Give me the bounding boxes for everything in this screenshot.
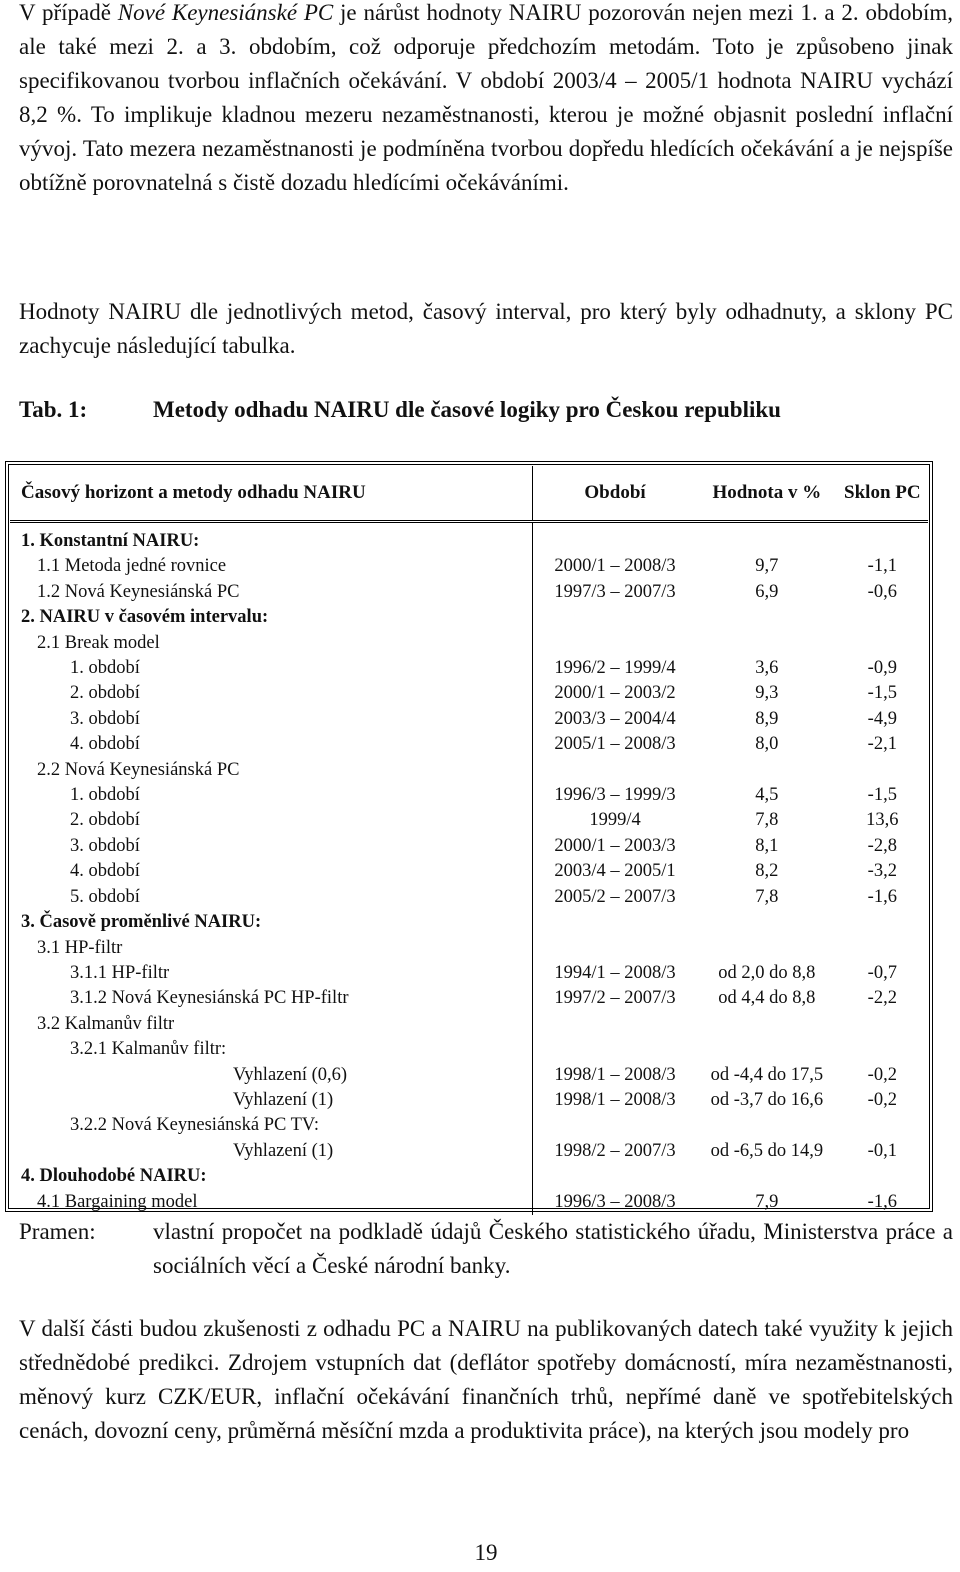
cell-period (533, 1164, 697, 1189)
paragraph-intro-italic: Nové Keynesiánské PC (117, 0, 334, 25)
table-row (10, 707, 928, 732)
cell-period (533, 522, 697, 555)
cell-slope: -0,1 (867, 1140, 897, 1161)
cell-method: 1. Konstantní NAIRU: (10, 522, 533, 555)
table-row (10, 808, 928, 833)
table-row (10, 910, 928, 935)
cell-value (697, 1113, 837, 1138)
cell-slope (837, 522, 928, 555)
header-slope: Sklon PC (844, 482, 921, 503)
cell-slope: -2,2 (867, 988, 897, 1009)
cell-method: 1.1 Metoda jedné rovnice (10, 554, 533, 579)
table-row (10, 1088, 928, 1113)
cell-value: 7,9 (755, 1191, 779, 1212)
cell-value (697, 605, 837, 630)
cell-value: 7,8 (755, 886, 779, 907)
cell-method: 3.2.2 Nová Keynesiánská PC TV: (10, 1113, 533, 1138)
paragraph-prediction: V další části budou zkušenosti z odhadu PC a NAIRU na publikovaných datech také využity k jejich střednědobé predikci. Zdrojem vstupních dat (deflátor spotřeby domácností, míra nezaměstnanosti, měnový kurz CZK/EUR, inflační očekávání finančních trhů, nepřímé daně ve spotřebitelských cenách, dovozní ceny, průměrná měsíční mzda a produktivita práce), na kterých jsou modely pro (19, 1316, 953, 1443)
table-row (10, 605, 928, 630)
table-row (10, 1037, 928, 1062)
cell-period: 2005/2 – 2007/3 (554, 886, 676, 907)
cell-value: 4,5 (755, 785, 779, 806)
table-row (10, 936, 928, 961)
nairu-methods-table (10, 466, 928, 1215)
cell-method: 2. období (10, 808, 533, 833)
cell-slope (837, 1164, 928, 1189)
cell-method: 3.1.2 Nová Keynesiánská PC HP-filtr (10, 986, 533, 1011)
cell-period: 1996/3 – 1999/3 (554, 785, 676, 806)
table-row (10, 732, 928, 757)
cell-method: 4. období (10, 732, 533, 757)
cell-value: od -6,5 do 14,9 (710, 1140, 824, 1161)
table-caption-title: Metody odhadu NAIRU dle časové logiky pro Českou republiku (153, 397, 781, 422)
table-row (10, 986, 928, 1011)
cell-slope: -1,5 (867, 683, 897, 704)
cell-value: 7,8 (755, 810, 779, 831)
cell-method: 2.2 Nová Keynesiánská PC (10, 758, 533, 783)
cell-value (697, 1164, 837, 1189)
cell-slope (837, 1012, 928, 1037)
cell-method: 2. období (10, 681, 533, 706)
source-label: Pramen: (19, 1219, 96, 1244)
table-row (10, 1012, 928, 1037)
cell-period (533, 1113, 697, 1138)
table-row (10, 554, 928, 579)
cell-value (697, 910, 837, 935)
cell-slope: -0,2 (867, 1064, 897, 1085)
cell-slope (837, 605, 928, 630)
cell-value (697, 758, 837, 783)
table-row (10, 783, 928, 808)
cell-slope: -1,1 (867, 556, 897, 577)
cell-period: 1997/2 – 2007/3 (554, 988, 676, 1009)
cell-period: 1996/2 – 1999/4 (554, 658, 676, 679)
table-row (10, 1190, 928, 1215)
cell-value: 9,7 (755, 556, 779, 577)
cell-period: 1996/3 – 2008/3 (554, 1191, 676, 1212)
cell-slope: -1,6 (867, 1191, 897, 1212)
cell-method: 4. Dlouhodobé NAIRU: (10, 1164, 533, 1189)
table-body (10, 522, 928, 1215)
cell-slope (837, 758, 928, 783)
nairu-table-frame (5, 461, 933, 1212)
cell-period: 1998/2 – 2007/3 (554, 1140, 676, 1161)
cell-period (533, 758, 697, 783)
cell-method: 3.2 Kalmanův filtr (10, 1012, 533, 1037)
cell-slope: 13,6 (866, 810, 899, 831)
cell-slope (837, 936, 928, 961)
cell-period (533, 1012, 697, 1037)
cell-period (533, 936, 697, 961)
cell-value: 9,3 (755, 683, 779, 704)
cell-slope: -4,9 (867, 708, 897, 729)
cell-slope (837, 1037, 928, 1062)
cell-value (697, 631, 837, 656)
table-row (10, 1113, 928, 1138)
cell-method: 1. období (10, 783, 533, 808)
cell-slope: -1,5 (867, 785, 897, 806)
table-row (10, 580, 928, 605)
paragraph-intro-part3: je nárůst hodnoty NAIRU pozorován nejen mezi 1. a 2. obdobím, ale také mezi 2. a 3. obdobím, což odporuje předchozím metodám. Toto je způsobeno jinak specifikovanou tvorbou inflačních očekávání. V období 2003/4 – 2005/1 hodnota NAIRU vychází 8,2 %. To implikuje kladnou mezeru nezaměstnanosti, kterou je možné objasnit poslední inflační vývoj. Tato mezera nezaměstnanosti je podmíněna tvorbou dopředu hledících očekávání a je nejspíše obtížně porovnatelná s čistě dozadu hledícími očekáváními. (19, 0, 953, 195)
cell-period (533, 910, 697, 935)
cell-method: 4.1 Bargaining model (10, 1190, 533, 1215)
cell-slope: -0,7 (867, 962, 897, 983)
cell-method: 1. období (10, 656, 533, 681)
cell-period (533, 605, 697, 630)
cell-slope: -2,1 (867, 734, 897, 755)
cell-slope (837, 631, 928, 656)
cell-value: od 4,4 do 8,8 (718, 988, 816, 1009)
cell-period: 1998/1 – 2008/3 (554, 1064, 676, 1085)
cell-period (533, 1037, 697, 1062)
cell-method: 3.2.1 Kalmanův filtr: (10, 1037, 533, 1062)
cell-method: 3. Časově proměnlivé NAIRU: (10, 910, 533, 935)
table-row (10, 1139, 928, 1164)
paragraph-intro-part1: V případě (19, 0, 118, 25)
cell-method: 5. období (10, 885, 533, 910)
cell-value (697, 1037, 837, 1062)
table-row (10, 522, 928, 555)
page-number: 19 (474, 1540, 498, 1565)
cell-method: 3. období (10, 834, 533, 859)
table-row (10, 885, 928, 910)
cell-value (697, 1012, 837, 1037)
cell-value (697, 522, 837, 555)
header-period: Období (584, 482, 646, 503)
cell-period: 1999/4 (589, 810, 641, 831)
table-row (10, 1164, 928, 1189)
cell-slope: -1,6 (867, 886, 897, 907)
cell-period: 1994/1 – 2008/3 (554, 962, 676, 983)
cell-slope: -2,8 (867, 835, 897, 856)
paragraph-intro (19, 0, 953, 200)
table-row (10, 758, 928, 783)
cell-method: 2.1 Break model (10, 631, 533, 656)
cell-value: 6,9 (755, 581, 779, 602)
cell-method: Vyhlazení (1) (10, 1088, 533, 1113)
cell-method: Vyhlazení (0,6) (10, 1063, 533, 1088)
cell-value: 8,2 (755, 861, 779, 882)
cell-method: 1.2 Nová Keynesiánská PC (10, 580, 533, 605)
cell-method: 4. období (10, 859, 533, 884)
cell-period (533, 631, 697, 656)
cell-period: 1998/1 – 2008/3 (554, 1089, 676, 1110)
cell-value (697, 936, 837, 961)
table-row (10, 961, 928, 986)
cell-value: 8,0 (755, 734, 779, 755)
table-row (10, 834, 928, 859)
paragraph-table-intro: Hodnoty NAIRU dle jednotlivých metod, časový interval, pro který byly odhadnuty, a sklony PC zachycuje následující tabulka. (19, 299, 953, 358)
source-text: vlastní propočet na podkladě údajů Českého statistického úřadu, Ministerstva práce a sociálních věcí a České národní banky. (153, 1219, 953, 1278)
table-header-row (10, 466, 928, 522)
cell-period: 2000/1 – 2003/3 (554, 835, 676, 856)
table-row (10, 656, 928, 681)
cell-method: 3.1 HP-filtr (10, 936, 533, 961)
cell-slope: -0,6 (867, 581, 897, 602)
cell-slope: -0,2 (867, 1089, 897, 1110)
cell-method: 3.1.1 HP-filtr (10, 961, 533, 986)
table-caption-number: Tab. 1: (19, 397, 88, 422)
cell-method: 2. NAIRU v časovém intervalu: (10, 605, 533, 630)
cell-slope: -3,2 (867, 861, 897, 882)
header-value: Hodnota v % (712, 482, 822, 503)
cell-value: od -3,7 do 16,6 (710, 1089, 824, 1110)
cell-method: 3. období (10, 707, 533, 732)
cell-slope (837, 910, 928, 935)
header-method: Časový horizont a metody odhadu NAIRU (10, 466, 533, 522)
table-row (10, 859, 928, 884)
cell-value: 8,9 (755, 708, 779, 729)
cell-period: 2000/1 – 2003/2 (554, 683, 676, 704)
cell-period: 2003/3 – 2004/4 (554, 708, 676, 729)
cell-period: 2003/4 – 2005/1 (554, 861, 676, 882)
cell-value: 3,6 (755, 658, 779, 679)
cell-value: od 2,0 do 8,8 (718, 962, 816, 983)
cell-value: 8,1 (755, 835, 779, 856)
table-row (10, 631, 928, 656)
cell-period: 1997/3 – 2007/3 (554, 581, 676, 602)
cell-slope: -0,9 (867, 658, 897, 679)
cell-slope (837, 1113, 928, 1138)
cell-period: 2005/1 – 2008/3 (554, 734, 676, 755)
cell-value: od -4,4 do 17,5 (710, 1064, 824, 1085)
cell-period: 2000/1 – 2008/3 (554, 556, 676, 577)
table-row (10, 1063, 928, 1088)
cell-method: Vyhlazení (1) (10, 1139, 533, 1164)
table-row (10, 681, 928, 706)
